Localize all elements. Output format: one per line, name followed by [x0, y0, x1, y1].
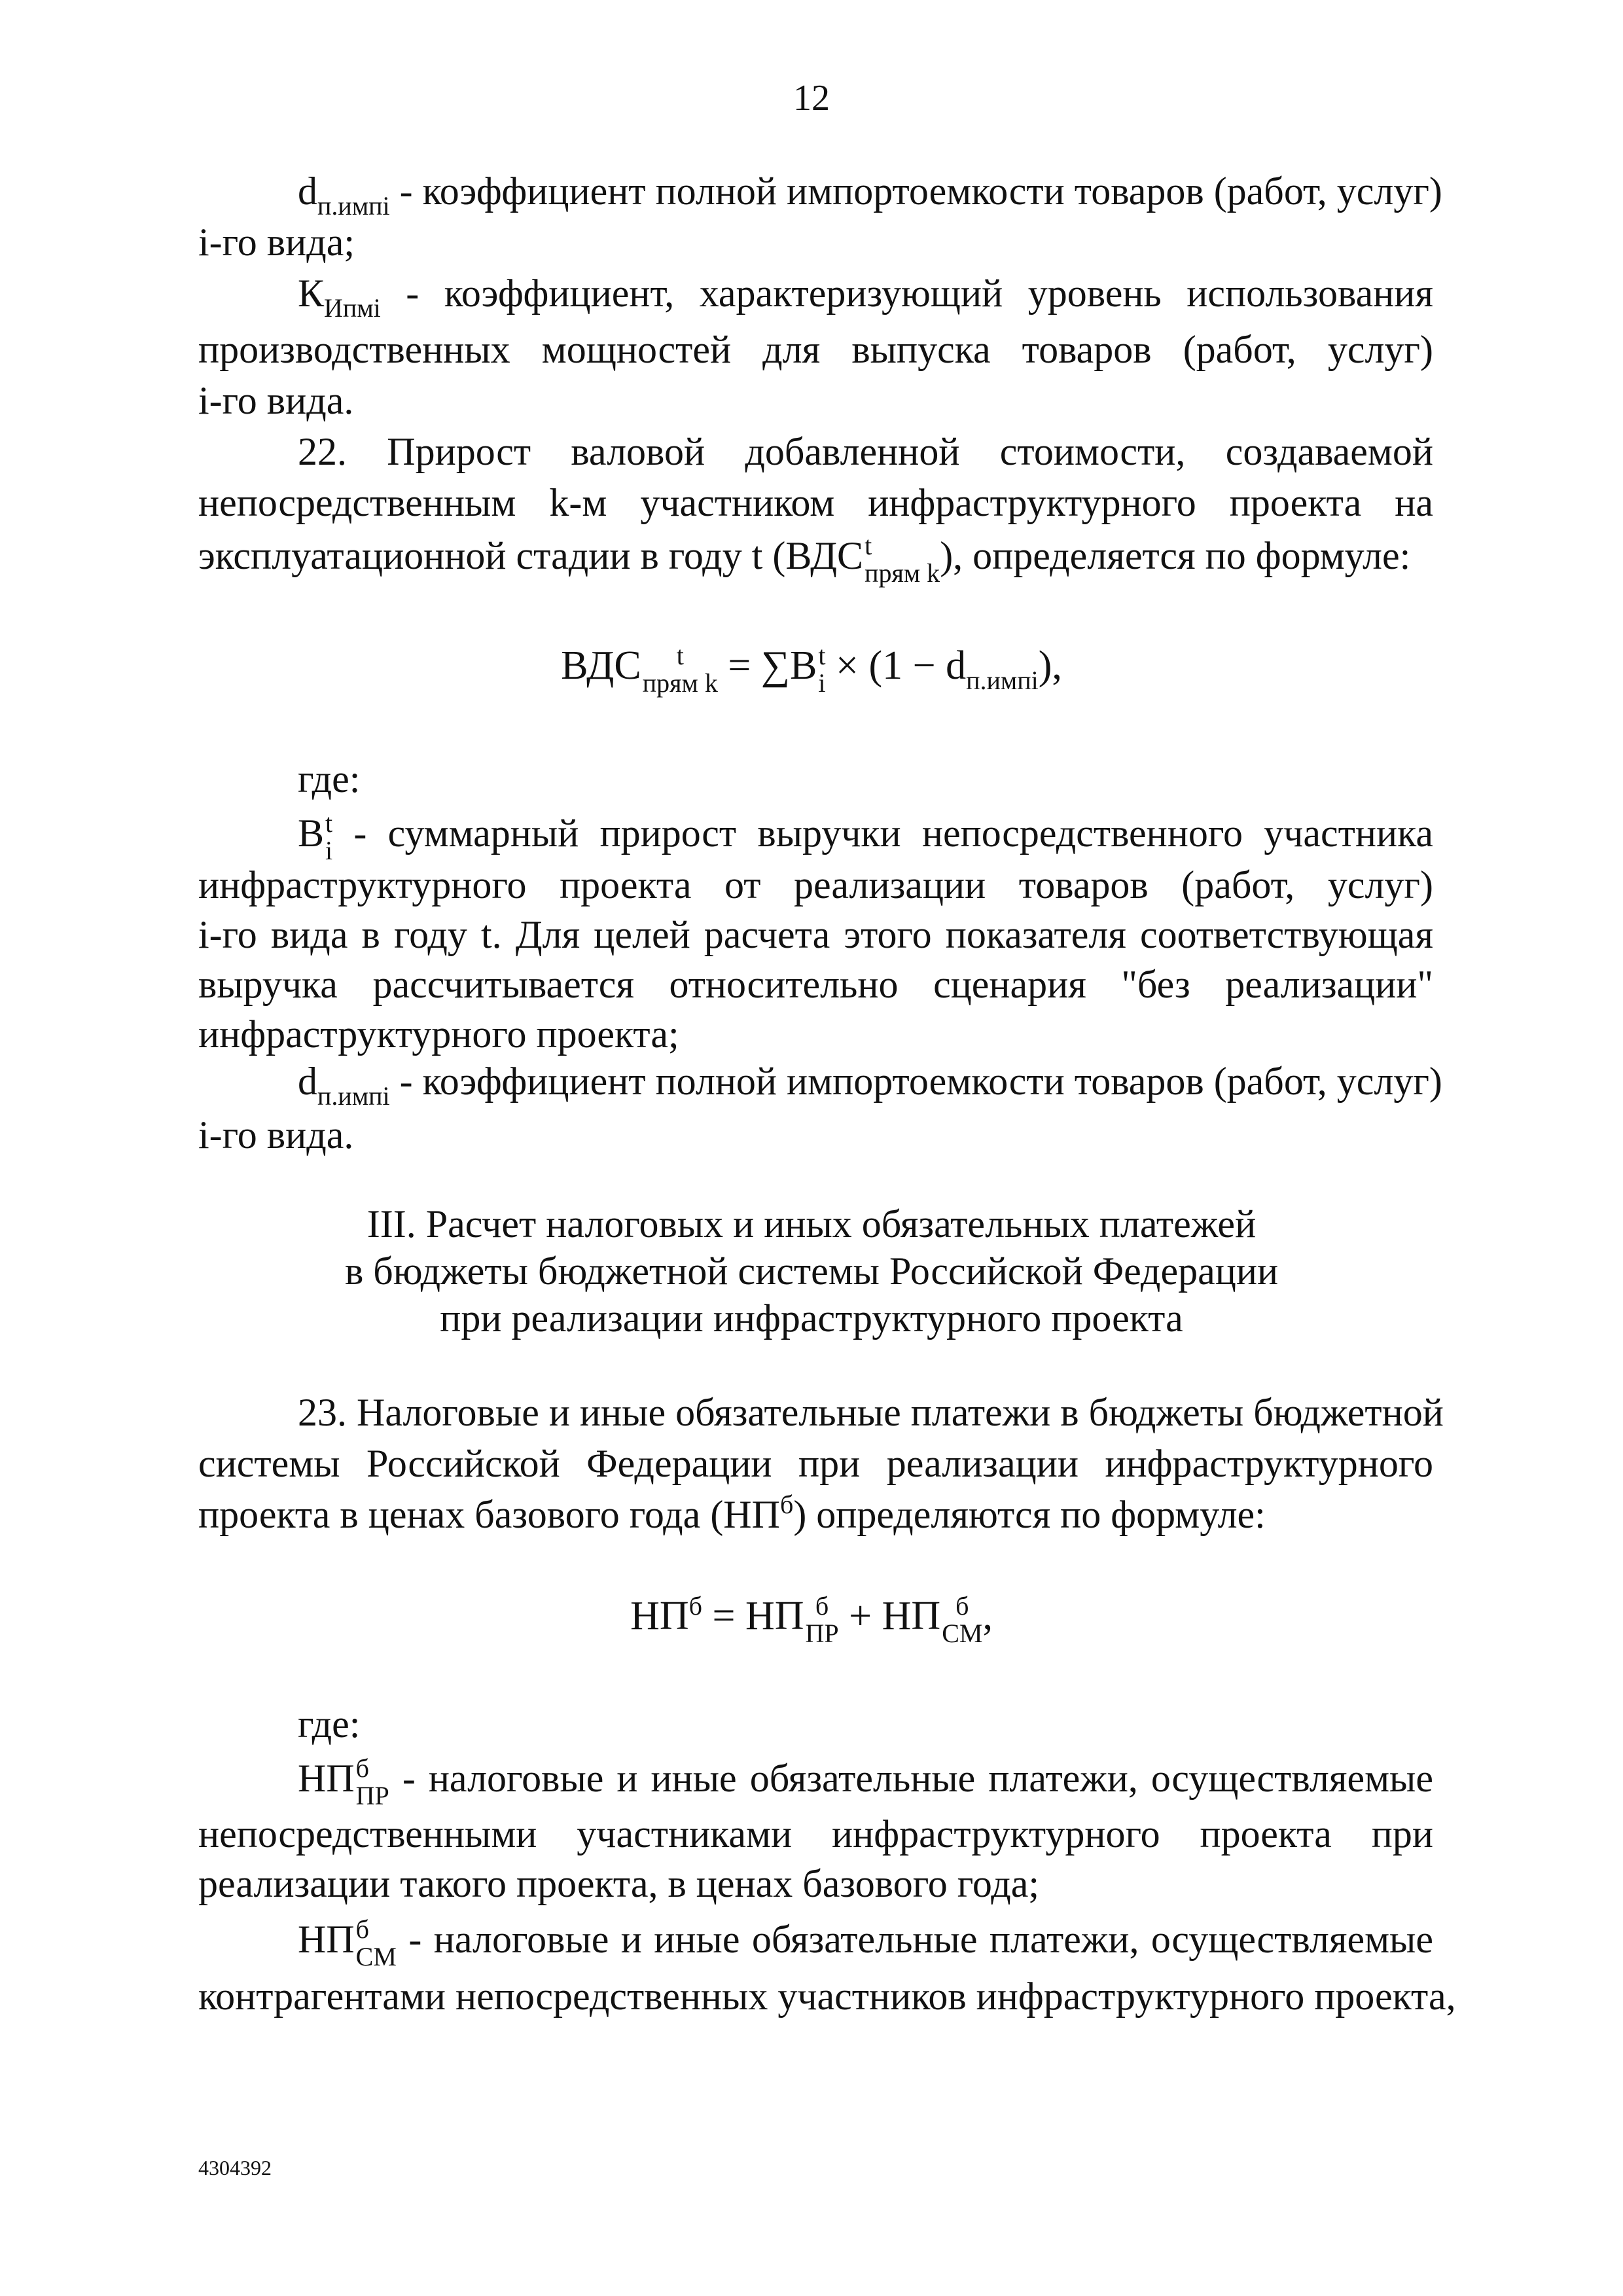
paragraph-23-line3: проекта в ценах базового года $(НП^б)$ определяются по формуле: [198, 1490, 1266, 1536]
symbol-np: НП [298, 1917, 355, 1961]
definition-np-pr-line2: непосредственными участниками инфраструктурного проекта при [198, 1812, 1433, 1856]
definition-b-line2: инфраструктурного проекта от реализации товаров (работ, услуг) [198, 863, 1433, 906]
definition-d-import-repeat-line1: $d_{п.импi}$ - коэффициент полной импортоемкости товаров (работ, услуг) [298, 1060, 1442, 1111]
symbol-k: К [298, 272, 325, 315]
definition-d-import-repeat-line2: i-го вида. [198, 1113, 354, 1157]
paragraph-23-line1: 23. Налоговые и иные обязательные платежи в бюджеты бюджетной [298, 1391, 1444, 1434]
document-code: 4304392 [198, 2156, 272, 2179]
definition-k-ipm-line3: i-го вида. [198, 379, 354, 422]
paragraph-22-line1: 22. Прирост валовой добавленной стоимости, создаваемой [298, 430, 1433, 473]
section-3-heading-line1: III. Расчет налоговых и иных обязательных платежей [366, 1202, 1257, 1246]
definition-np-pr-line3: реализации такого проекта, в ценах базового года; [198, 1862, 1040, 1905]
paragraph-22-line2: непосредственным k-м участником инфраструктурного проекта на [198, 481, 1433, 524]
where-label-2: где: [298, 1702, 361, 1746]
paragraph-22-line3: эксплуатационной стадии в году t (ВДС t прям k ), определяется по формуле: [198, 531, 1411, 588]
page-number: 12 [793, 78, 830, 118]
definition-np-sm-line2: контрагентами непосредственных участников инфраструктурного проекта, [198, 1975, 1456, 2018]
definition-d-import-line1: $d_{п.импi}$ - коэффициент полной импортоемкости товаров (работ, услуг) [298, 170, 1442, 221]
definition-b-line5: инфраструктурного проекта; [198, 1013, 679, 1056]
definition-k-ipm-line2: производственных мощностей для выпуска товаров (работ, услуг) [198, 328, 1433, 371]
section-3-heading-line3: при реализации инфраструктурного проекта [440, 1297, 1183, 1340]
formula-np: $НП^б$ = НП б ПР + НП б СМ , [630, 1591, 993, 1648]
definition-d-import-line2: i-го вида; [198, 221, 355, 264]
where-label-1: где: [298, 757, 361, 800]
definition-b-line4: выручка рассчитывается относительно сценария "без реализации" [198, 963, 1433, 1006]
section-3-heading-line2: в бюджеты бюджетной системы Российской Федерации [344, 1249, 1279, 1293]
symbol-vds: ВДС [785, 533, 864, 577]
definition-np-pr-line1: НП б ПР - налоговые и иные обязательные платежи, осуществляемые [298, 1753, 1434, 1810]
paragraph-23-line2: системы Российской Федерации при реализации инфраструктурного [198, 1442, 1433, 1485]
symbol-d: d [298, 1060, 317, 1103]
symbol-d: d [298, 170, 317, 213]
formula-vds: ВДС t прям k = ∑В t i × $(1 - d_{п.импi})$, [561, 641, 1062, 698]
definition-k-ipm-line1: $К_{Ипмi}$ - коэффициент, характеризующий уровень использования [298, 272, 1434, 323]
definition-np-sm-line1: НП б СМ - налоговые и иные обязательные платежи, осуществляемые [298, 1914, 1433, 1971]
symbol-b: В [298, 811, 325, 855]
symbol-np: НП [298, 1756, 355, 1800]
definition-b-line1: В t i - суммарный прирост выручки непосредственного участника [298, 808, 1433, 865]
definition-b-line3: i-го вида в году t. Для целей расчета этого показателя соответствующая [198, 913, 1433, 956]
